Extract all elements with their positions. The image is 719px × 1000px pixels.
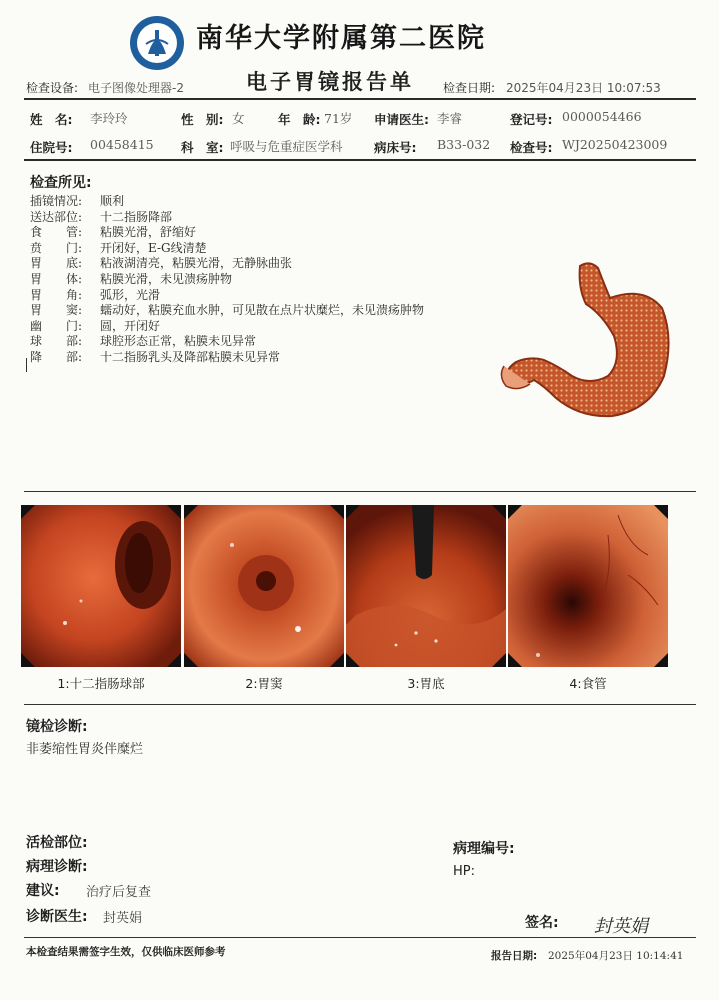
patient-name: 李玲玲 [90, 111, 128, 126]
report-date-label: 报告日期: [491, 950, 538, 962]
endoscopy-image-2 [184, 505, 344, 667]
bed-number: B33-032 [437, 137, 491, 152]
exam-date-label: 检查日期: [443, 81, 496, 95]
finding-row: 贲 门: 开闭好，E-G线清楚 [30, 240, 207, 255]
finding-row: 降 部: 十二指肠乳头及降部粘膜未见异常 [30, 349, 281, 364]
image-caption-1: 1:十二指肠球部 [57, 676, 145, 691]
diagnosis-text: 非萎缩性胃炎伴糜烂 [26, 742, 144, 757]
footer-note: 本检查结果需签字生效，仅供临床医师参考 [26, 946, 226, 958]
doctor-label: 申请医生: [374, 112, 429, 127]
biopsy-site-label: 活检部位: [26, 835, 88, 851]
finding-row: 插镜情况: 顺利 [30, 194, 125, 208]
image-caption-3: 3:胃底 [407, 676, 445, 691]
name-label: 姓 名: [30, 112, 73, 127]
image-caption-2: 2:胃窦 [245, 676, 283, 691]
age-label: 年 龄: [278, 112, 321, 127]
inpatient-number: 00458415 [90, 137, 154, 152]
advice-text: 治疗后复查 [86, 885, 152, 900]
sex-label: 性 别: [181, 112, 224, 127]
finding-row: 幽 门: 圆，开闭好 [30, 318, 161, 333]
text-cursor [26, 358, 27, 372]
patient-sex: 女 [232, 111, 245, 126]
images-divider [24, 704, 696, 705]
header-divider [24, 98, 696, 100]
finding-row: 食 管: 粘膜光滑，舒缩好 [30, 225, 197, 240]
hospital-name: 南华大学附属第二医院 [196, 23, 486, 54]
diagnosing-doctor: 封英娟 [103, 911, 143, 926]
endoscopy-image-4 [508, 505, 668, 667]
finding-row: 球 部: 球腔形态正常，粘膜未见异常 [30, 334, 257, 349]
signature: 封英娟 [594, 916, 648, 937]
registration-label: 登记号: [510, 112, 553, 127]
exam-date-value: 2025年04月23日 10:07:53 [506, 81, 661, 95]
report-title: 电子胃镜报告单 [246, 70, 414, 94]
device-value: 电子图像处理器-2 [88, 81, 184, 95]
finding-row: 送达部位: 十二指肠降部 [30, 209, 173, 224]
findings-divider [24, 491, 696, 492]
device-label: 检查设备: [26, 81, 79, 95]
patient-info-divider [24, 159, 696, 161]
endoscopy-image-3 [346, 505, 506, 667]
bed-label: 病床号: [374, 140, 417, 155]
inpatient-label: 住院号: [30, 140, 73, 155]
pathology-diagnosis-label: 病理诊断: [26, 859, 88, 875]
diagnosing-doctor-label: 诊断医生: [26, 909, 88, 925]
finding-row: 胃 体: 粘膜光滑，未见溃疡肿物 [30, 271, 233, 286]
findings-list [30, 194, 424, 366]
report-date: 2025年04月23日 10:14:41 [548, 950, 684, 962]
findings-title: 检查所见: [30, 175, 92, 191]
diagnosis-title: 镜检诊断: [26, 719, 88, 735]
finding-row: 胃 底: 粘液湖清亮，粘膜光滑，无静脉曲张 [30, 256, 293, 271]
department-label: 科 室: [181, 140, 224, 155]
patient-age: 71岁 [324, 111, 353, 126]
requesting-doctor: 李睿 [437, 111, 463, 126]
registration-number: 0000054466 [562, 109, 642, 124]
exam-number-label: 检查号: [510, 140, 553, 155]
stomach-illustration [494, 258, 674, 420]
signature-label: 签名: [525, 915, 559, 931]
exam-number: WJ20250423009 [562, 137, 668, 152]
endoscopy-image-1 [21, 505, 181, 667]
department: 呼吸与危重症医学科 [230, 139, 343, 154]
advice-label: 建议: [26, 883, 60, 899]
hp-label: HP: [453, 864, 475, 879]
image-caption-4: 4:食管 [569, 676, 607, 691]
footer-divider [24, 937, 696, 938]
hospital-logo [128, 14, 186, 72]
finding-row: 胃 窦: 蠕动好，粘膜充血水肿，可见散在点片状糜烂，未见溃疡肿物 [30, 303, 425, 318]
pathology-number-label: 病理编号: [453, 841, 515, 857]
finding-row: 胃 角: 弧形，光滑 [30, 287, 161, 302]
